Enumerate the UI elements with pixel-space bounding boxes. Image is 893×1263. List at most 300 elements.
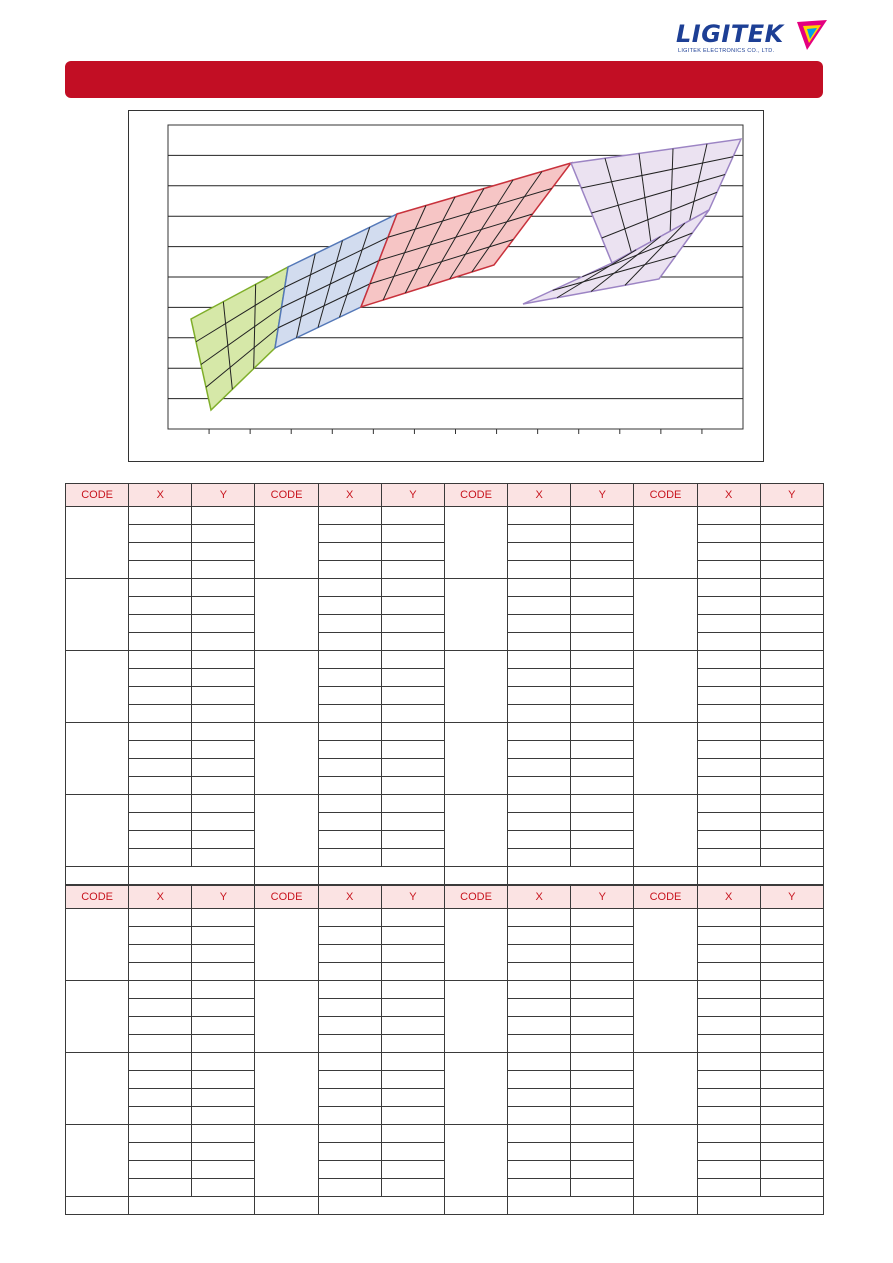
- y-cell: [571, 999, 634, 1017]
- y-cell: [192, 849, 255, 867]
- y-cell: [381, 615, 444, 633]
- y-cell: [571, 723, 634, 741]
- x-cell: [318, 981, 381, 999]
- y-cell: [760, 1143, 823, 1161]
- y-cell: [192, 1035, 255, 1053]
- x-cell: [129, 579, 192, 597]
- y-cell: [381, 633, 444, 651]
- y-cell: [760, 543, 823, 561]
- x-cell: [129, 597, 192, 615]
- y-cell: [571, 945, 634, 963]
- header-code: CODE: [255, 484, 318, 507]
- header-y: Y: [571, 886, 634, 909]
- table-row: [66, 1053, 824, 1071]
- header-y: Y: [760, 886, 823, 909]
- y-cell: [760, 813, 823, 831]
- code-cell: [66, 723, 129, 795]
- x-cell: [318, 999, 381, 1017]
- x-cell: [318, 1017, 381, 1035]
- x-cell: [697, 705, 760, 723]
- x-cell: [129, 849, 192, 867]
- x-cell: [508, 1107, 571, 1125]
- y-cell: [192, 927, 255, 945]
- y-cell: [760, 579, 823, 597]
- y-cell: [381, 1107, 444, 1125]
- x-cell: [318, 615, 381, 633]
- x-cell: [697, 1071, 760, 1089]
- header-y: Y: [760, 484, 823, 507]
- x-cell: [129, 615, 192, 633]
- x-cell: [697, 579, 760, 597]
- x-cell: [129, 1143, 192, 1161]
- y-cell: [571, 981, 634, 999]
- x-cell: [508, 723, 571, 741]
- x-cell: [508, 633, 571, 651]
- header-x: X: [318, 484, 381, 507]
- y-cell: [571, 777, 634, 795]
- footer-cell: [697, 1197, 823, 1215]
- header-y: Y: [381, 886, 444, 909]
- y-cell: [571, 525, 634, 543]
- header-x: X: [697, 484, 760, 507]
- x-cell: [318, 777, 381, 795]
- x-cell: [318, 1143, 381, 1161]
- code-cell: [255, 1125, 318, 1197]
- y-cell: [760, 615, 823, 633]
- x-cell: [129, 705, 192, 723]
- header-x: X: [508, 484, 571, 507]
- footer-cell: [66, 867, 129, 885]
- table-row: [66, 651, 824, 669]
- y-cell: [381, 963, 444, 981]
- code-cell: [634, 795, 697, 867]
- x-cell: [508, 705, 571, 723]
- table-row: [66, 507, 824, 525]
- header-code: CODE: [634, 886, 697, 909]
- y-cell: [192, 831, 255, 849]
- x-cell: [318, 723, 381, 741]
- x-cell: [697, 777, 760, 795]
- code-cell: [255, 579, 318, 651]
- y-cell: [381, 1089, 444, 1107]
- y-cell: [571, 687, 634, 705]
- y-cell: [381, 597, 444, 615]
- y-cell: [760, 927, 823, 945]
- y-cell: [192, 561, 255, 579]
- y-cell: [381, 759, 444, 777]
- x-cell: [318, 1089, 381, 1107]
- code-cell: [634, 909, 697, 981]
- x-cell: [697, 1017, 760, 1035]
- y-cell: [571, 633, 634, 651]
- footer-cell: [255, 1197, 318, 1215]
- y-cell: [192, 543, 255, 561]
- y-cell: [381, 723, 444, 741]
- footer-cell: [255, 867, 318, 885]
- logo-wordmark: LIGITEK: [676, 20, 784, 48]
- header-code: CODE: [66, 886, 129, 909]
- x-cell: [508, 1143, 571, 1161]
- y-cell: [192, 1161, 255, 1179]
- y-cell: [760, 1035, 823, 1053]
- x-cell: [697, 561, 760, 579]
- y-cell: [192, 1017, 255, 1035]
- header-code: CODE: [66, 484, 129, 507]
- x-cell: [318, 1179, 381, 1197]
- y-cell: [381, 795, 444, 813]
- code-cell: [66, 579, 129, 651]
- x-cell: [318, 507, 381, 525]
- y-cell: [571, 909, 634, 927]
- y-cell: [381, 741, 444, 759]
- footer-cell: [318, 1197, 444, 1215]
- y-cell: [381, 1143, 444, 1161]
- x-cell: [129, 1035, 192, 1053]
- x-cell: [508, 981, 571, 999]
- x-cell: [129, 1161, 192, 1179]
- y-cell: [571, 963, 634, 981]
- x-cell: [697, 927, 760, 945]
- y-cell: [192, 963, 255, 981]
- x-cell: [508, 813, 571, 831]
- y-cell: [760, 723, 823, 741]
- y-cell: [571, 1071, 634, 1089]
- y-cell: [381, 909, 444, 927]
- y-cell: [381, 525, 444, 543]
- code-cell: [444, 909, 507, 981]
- y-cell: [571, 1053, 634, 1071]
- table-footer-row: [66, 1197, 824, 1215]
- code-cell: [66, 1125, 129, 1197]
- x-cell: [318, 1161, 381, 1179]
- y-cell: [760, 651, 823, 669]
- x-cell: [508, 615, 571, 633]
- y-cell: [760, 507, 823, 525]
- y-cell: [760, 1053, 823, 1071]
- x-cell: [129, 723, 192, 741]
- x-cell: [129, 831, 192, 849]
- y-cell: [192, 1125, 255, 1143]
- x-cell: [129, 507, 192, 525]
- x-cell: [318, 927, 381, 945]
- y-cell: [192, 1107, 255, 1125]
- y-cell: [381, 705, 444, 723]
- x-cell: [508, 1179, 571, 1197]
- header-x: X: [129, 886, 192, 909]
- code-cell: [634, 1053, 697, 1125]
- x-cell: [697, 1107, 760, 1125]
- y-cell: [192, 615, 255, 633]
- y-cell: [571, 741, 634, 759]
- y-cell: [381, 543, 444, 561]
- x-cell: [697, 1143, 760, 1161]
- x-cell: [318, 651, 381, 669]
- x-cell: [508, 1017, 571, 1035]
- y-cell: [381, 669, 444, 687]
- y-cell: [192, 777, 255, 795]
- title-bar: [65, 61, 823, 98]
- table-row: [66, 981, 824, 999]
- y-cell: [760, 669, 823, 687]
- x-cell: [697, 723, 760, 741]
- code-cell: [66, 981, 129, 1053]
- bin-table-1: [65, 483, 824, 885]
- table-row: [66, 909, 824, 927]
- y-cell: [760, 1179, 823, 1197]
- y-cell: [571, 1125, 634, 1143]
- table-row: [66, 723, 824, 741]
- y-cell: [571, 1107, 634, 1125]
- x-cell: [697, 1053, 760, 1071]
- footer-cell: [634, 867, 697, 885]
- y-cell: [381, 651, 444, 669]
- footer-cell: [129, 1197, 255, 1215]
- x-cell: [508, 597, 571, 615]
- y-cell: [571, 597, 634, 615]
- x-cell: [697, 759, 760, 777]
- y-cell: [760, 597, 823, 615]
- y-cell: [381, 813, 444, 831]
- x-cell: [129, 1179, 192, 1197]
- footer-cell: [318, 867, 444, 885]
- table-row: [66, 579, 824, 597]
- x-cell: [129, 741, 192, 759]
- x-cell: [129, 1125, 192, 1143]
- header-code: CODE: [444, 886, 507, 909]
- code-cell: [444, 651, 507, 723]
- x-cell: [318, 525, 381, 543]
- table-row: [66, 795, 824, 813]
- x-cell: [508, 1089, 571, 1107]
- y-cell: [760, 687, 823, 705]
- x-cell: [697, 1035, 760, 1053]
- y-cell: [192, 1071, 255, 1089]
- y-cell: [571, 651, 634, 669]
- y-cell: [571, 1179, 634, 1197]
- header-y: Y: [381, 484, 444, 507]
- footer-cell: [444, 1197, 507, 1215]
- header-y: Y: [192, 886, 255, 909]
- code-cell: [444, 507, 507, 579]
- y-cell: [571, 615, 634, 633]
- footer-cell: [66, 1197, 129, 1215]
- x-cell: [508, 795, 571, 813]
- y-cell: [760, 945, 823, 963]
- y-cell: [760, 795, 823, 813]
- x-cell: [318, 687, 381, 705]
- x-cell: [318, 705, 381, 723]
- bin-table-2: [65, 885, 824, 1215]
- x-cell: [129, 777, 192, 795]
- y-cell: [760, 705, 823, 723]
- code-cell: [255, 723, 318, 795]
- y-cell: [571, 849, 634, 867]
- x-cell: [129, 963, 192, 981]
- y-cell: [571, 813, 634, 831]
- y-cell: [192, 813, 255, 831]
- footer-cell: [508, 1197, 634, 1215]
- x-cell: [129, 1089, 192, 1107]
- y-cell: [571, 579, 634, 597]
- y-cell: [760, 525, 823, 543]
- x-cell: [318, 1107, 381, 1125]
- footer-cell: [697, 867, 823, 885]
- y-cell: [571, 1161, 634, 1179]
- code-cell: [444, 981, 507, 1053]
- x-cell: [129, 525, 192, 543]
- y-cell: [192, 999, 255, 1017]
- code-cell: [444, 795, 507, 867]
- x-cell: [508, 963, 571, 981]
- x-cell: [508, 831, 571, 849]
- x-cell: [318, 561, 381, 579]
- x-cell: [508, 1035, 571, 1053]
- y-cell: [192, 723, 255, 741]
- y-cell: [381, 1125, 444, 1143]
- code-cell: [66, 909, 129, 981]
- x-cell: [318, 795, 381, 813]
- x-cell: [318, 909, 381, 927]
- x-cell: [697, 669, 760, 687]
- y-cell: [381, 507, 444, 525]
- code-cell: [444, 579, 507, 651]
- x-cell: [697, 615, 760, 633]
- x-cell: [508, 927, 571, 945]
- header-x: X: [697, 886, 760, 909]
- x-cell: [508, 687, 571, 705]
- footer-cell: [129, 867, 255, 885]
- x-cell: [697, 597, 760, 615]
- y-cell: [760, 963, 823, 981]
- y-cell: [571, 669, 634, 687]
- x-cell: [508, 1161, 571, 1179]
- code-cell: [255, 981, 318, 1053]
- x-cell: [129, 1017, 192, 1035]
- x-cell: [318, 579, 381, 597]
- x-cell: [129, 909, 192, 927]
- y-cell: [192, 759, 255, 777]
- x-cell: [318, 813, 381, 831]
- header-code: CODE: [634, 484, 697, 507]
- y-cell: [760, 777, 823, 795]
- x-cell: [129, 795, 192, 813]
- y-cell: [192, 1143, 255, 1161]
- y-cell: [381, 981, 444, 999]
- y-cell: [760, 633, 823, 651]
- y-cell: [192, 651, 255, 669]
- x-cell: [508, 777, 571, 795]
- x-cell: [508, 669, 571, 687]
- y-cell: [571, 561, 634, 579]
- header-code: CODE: [444, 484, 507, 507]
- x-cell: [697, 831, 760, 849]
- code-cell: [634, 723, 697, 795]
- header-x: X: [508, 886, 571, 909]
- header-x: X: [318, 886, 381, 909]
- y-cell: [192, 1089, 255, 1107]
- y-cell: [192, 687, 255, 705]
- y-cell: [381, 1179, 444, 1197]
- y-cell: [571, 1143, 634, 1161]
- y-cell: [381, 1017, 444, 1035]
- x-cell: [129, 999, 192, 1017]
- x-cell: [129, 561, 192, 579]
- x-cell: [318, 633, 381, 651]
- x-cell: [318, 597, 381, 615]
- code-cell: [255, 1053, 318, 1125]
- company-logo: [676, 14, 836, 60]
- x-cell: [508, 579, 571, 597]
- y-cell: [381, 1161, 444, 1179]
- header-x: X: [129, 484, 192, 507]
- x-cell: [697, 1179, 760, 1197]
- x-cell: [318, 669, 381, 687]
- x-cell: [318, 759, 381, 777]
- y-cell: [192, 669, 255, 687]
- x-cell: [318, 1053, 381, 1071]
- x-cell: [697, 1125, 760, 1143]
- y-cell: [571, 507, 634, 525]
- x-cell: [697, 813, 760, 831]
- x-cell: [129, 651, 192, 669]
- y-cell: [571, 705, 634, 723]
- table-row: [66, 1125, 824, 1143]
- x-cell: [697, 795, 760, 813]
- code-cell: [255, 507, 318, 579]
- header-y: Y: [192, 484, 255, 507]
- header-y: Y: [571, 484, 634, 507]
- x-cell: [697, 909, 760, 927]
- x-cell: [129, 1071, 192, 1089]
- y-cell: [192, 579, 255, 597]
- x-cell: [697, 543, 760, 561]
- x-cell: [318, 741, 381, 759]
- y-cell: [192, 597, 255, 615]
- x-cell: [129, 633, 192, 651]
- y-cell: [760, 909, 823, 927]
- x-cell: [697, 849, 760, 867]
- x-cell: [508, 999, 571, 1017]
- x-cell: [129, 813, 192, 831]
- y-cell: [760, 1125, 823, 1143]
- y-cell: [571, 1017, 634, 1035]
- x-cell: [318, 543, 381, 561]
- x-cell: [508, 561, 571, 579]
- x-cell: [129, 1053, 192, 1071]
- x-cell: [697, 687, 760, 705]
- x-cell: [129, 1107, 192, 1125]
- x-cell: [508, 543, 571, 561]
- x-cell: [697, 981, 760, 999]
- x-cell: [318, 1071, 381, 1089]
- y-cell: [192, 945, 255, 963]
- y-cell: [760, 741, 823, 759]
- logo-triangle-icon: [793, 16, 829, 52]
- x-cell: [129, 981, 192, 999]
- logo-subtitle: LIGITEK ELECTRONICS CO., LTD.: [678, 48, 775, 54]
- code-cell: [634, 651, 697, 723]
- code-cell: [66, 1053, 129, 1125]
- y-cell: [192, 981, 255, 999]
- x-cell: [508, 1125, 571, 1143]
- x-cell: [318, 831, 381, 849]
- x-cell: [129, 759, 192, 777]
- footer-cell: [508, 867, 634, 885]
- chromaticity-chart: [128, 110, 764, 462]
- x-cell: [508, 507, 571, 525]
- y-cell: [381, 687, 444, 705]
- x-cell: [508, 1053, 571, 1071]
